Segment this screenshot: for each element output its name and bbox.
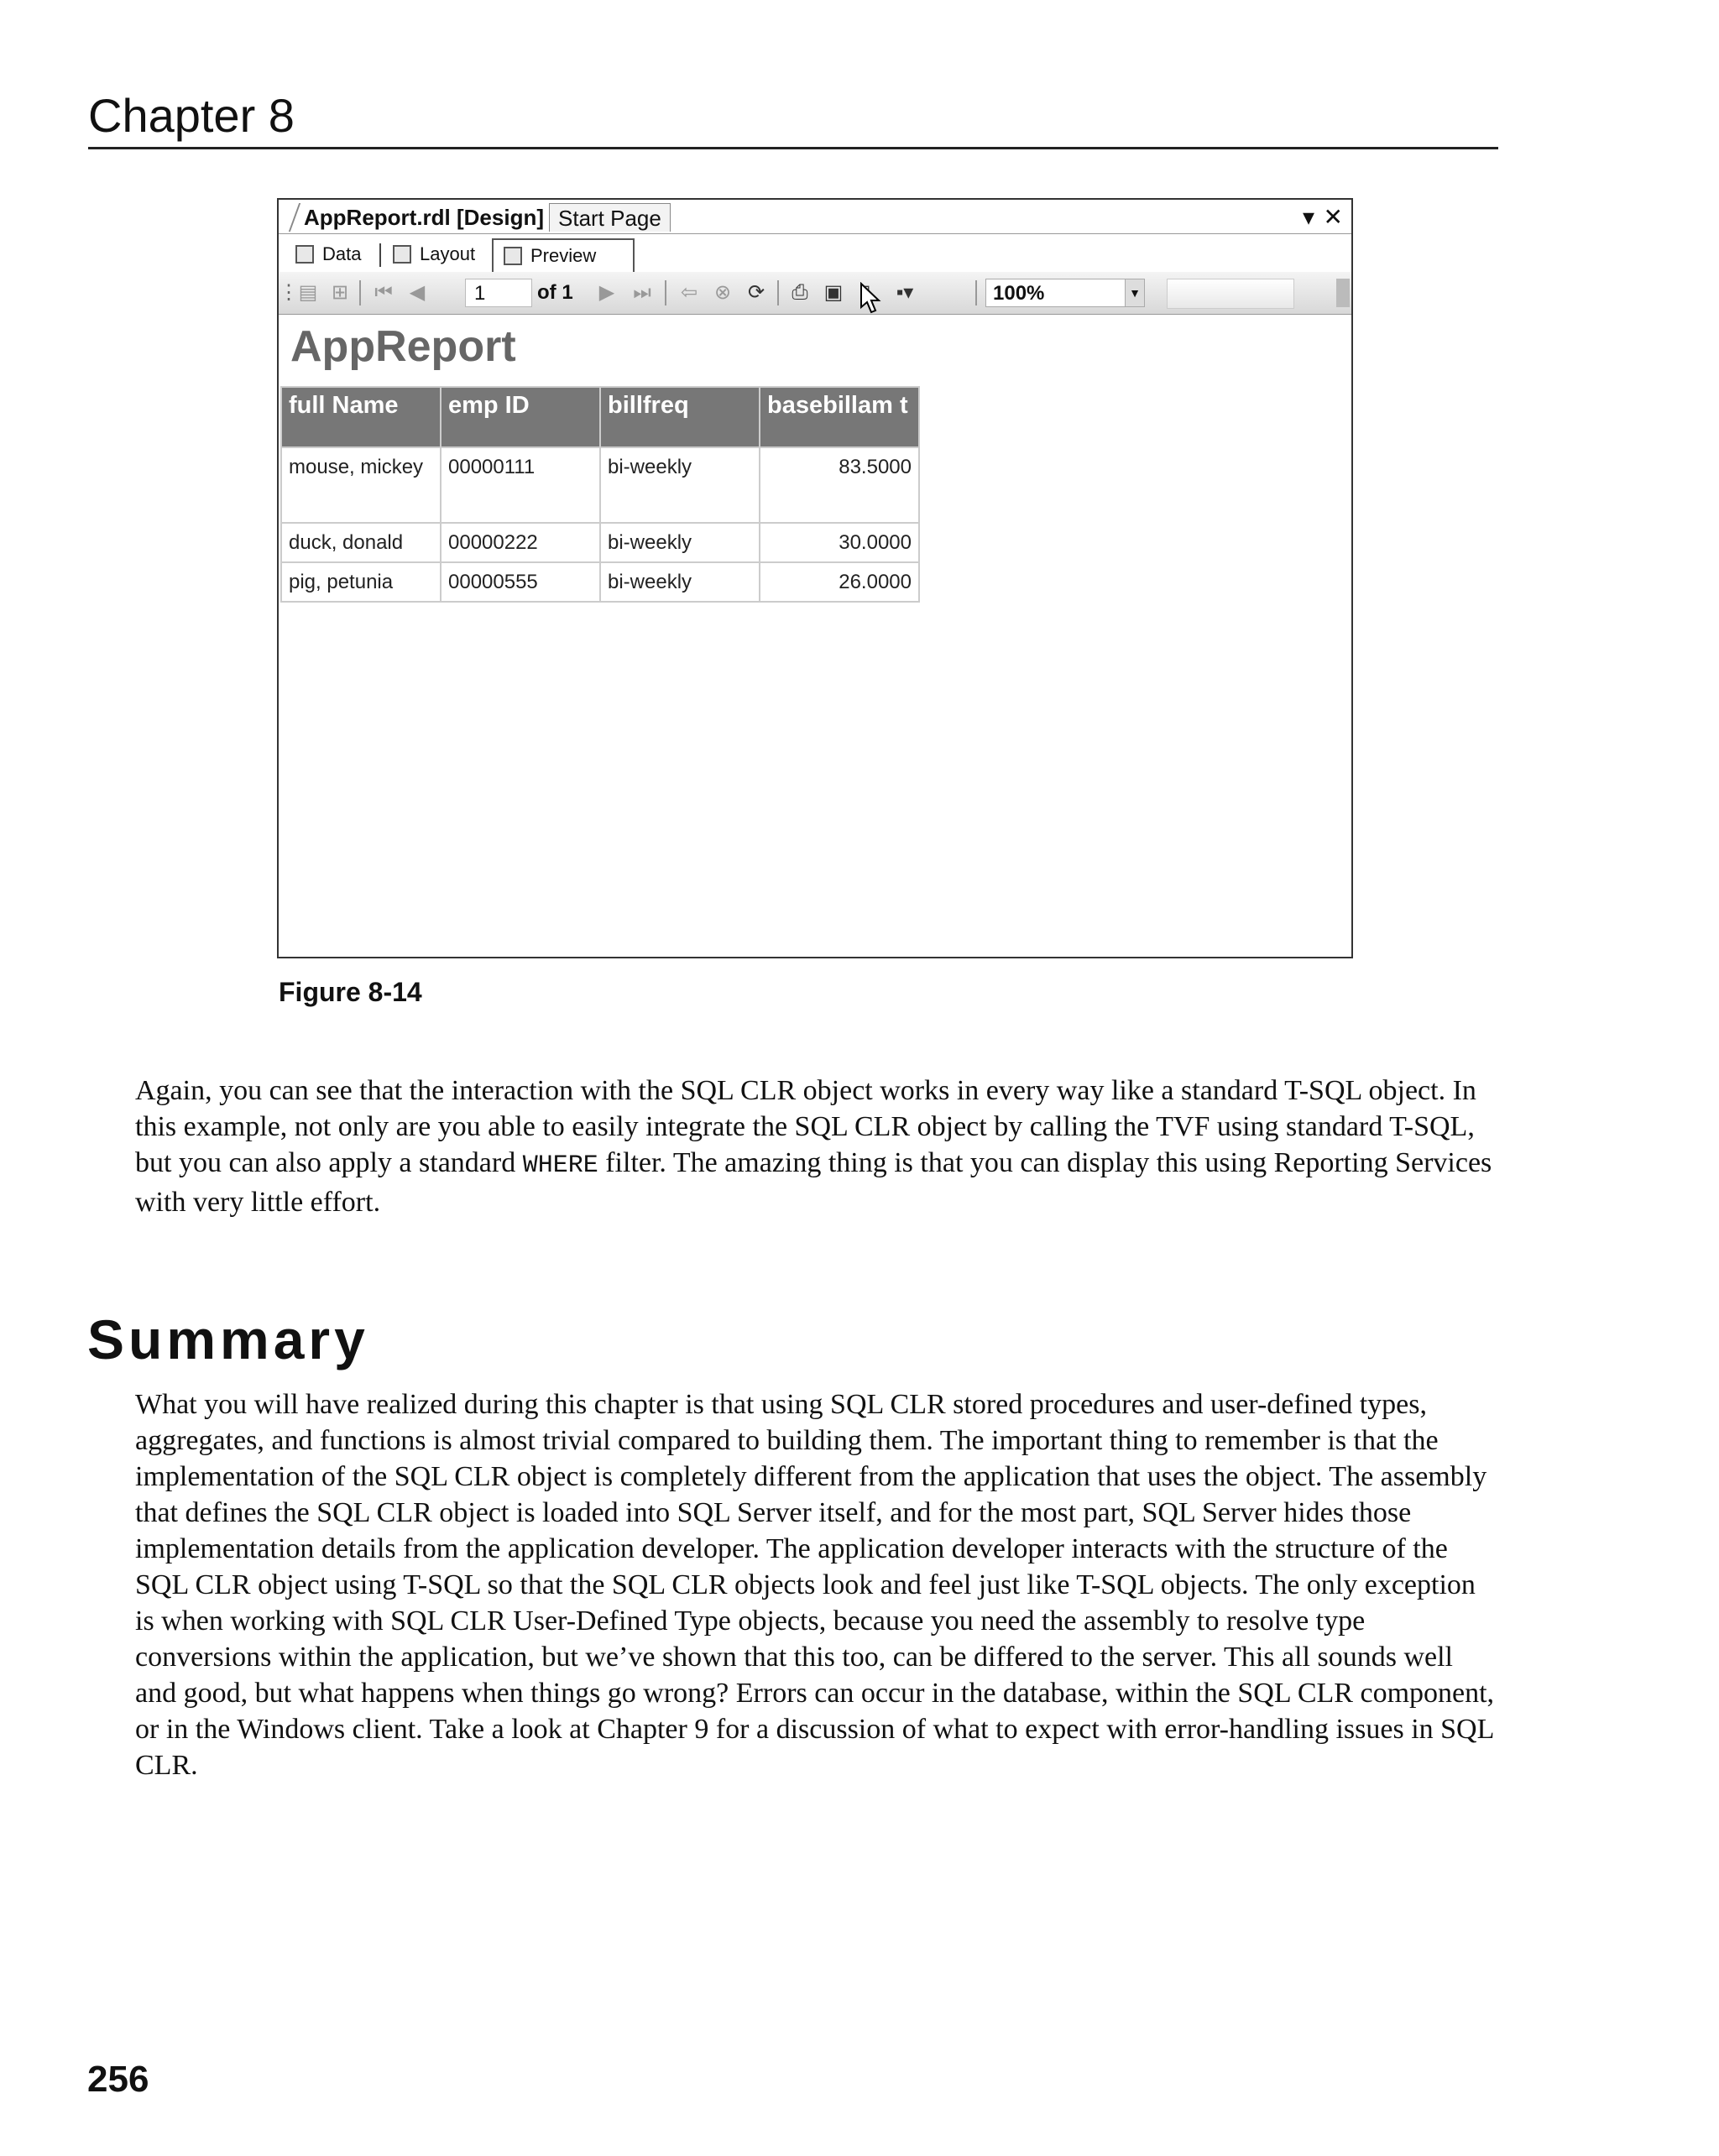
tab-start-page[interactable]: Start Page (549, 203, 671, 232)
preview-toolbar (279, 272, 1351, 315)
table-cell: 30.0000 (760, 523, 919, 562)
table-cell: 83.5000 (760, 447, 919, 523)
designer-subtabs (279, 233, 1351, 274)
print-layout-icon[interactable]: ▣ (823, 281, 844, 304)
table-cell: bi-weekly (600, 562, 760, 602)
table-cell: duck, donald (281, 523, 441, 562)
refresh-icon[interactable]: ⟳ (747, 281, 765, 304)
table-row (281, 523, 919, 562)
subtab-layout-label: Layout (420, 243, 476, 264)
back-icon[interactable]: ⇦ (680, 281, 698, 304)
table-row (281, 562, 919, 602)
previous-page-icon[interactable]: ◀ (409, 281, 426, 304)
page-count-label: of 1 (537, 281, 573, 304)
tab-appreport-design[interactable] (289, 203, 557, 232)
toolbar-separator (975, 280, 977, 305)
column-header: emp ID (441, 387, 600, 447)
chapter-header: Chapter 8 (88, 86, 1498, 149)
table-cell: 00000111 (441, 447, 600, 523)
table-row (281, 447, 919, 523)
parameters-icon[interactable]: ▤ (298, 281, 318, 304)
toolbar-separator (665, 280, 666, 305)
toolbar-separator (359, 280, 361, 305)
paragraph-text: Again, you can see that the interaction with the SQL CLR object works in every way like a standard T-SQL object. In this example, not only are you able to easily integrate the SQL CLR object by calling the TVF using standard T-SQL, but you can also apply a standard (135, 1075, 1476, 1178)
document-tabstrip (279, 200, 1351, 234)
next-page-icon[interactable]: ▶ (598, 281, 615, 304)
toolbar-separator (777, 280, 779, 305)
subtab-data-label: Data (322, 243, 362, 264)
table-cell: mouse, mickey (281, 447, 441, 523)
page-number: 256 (87, 2059, 149, 2100)
page-number-input[interactable]: 1 (465, 279, 532, 307)
paragraph-text: filter. The amazing thing is that you can display this using Reporting Services with very little effort. (135, 1147, 1492, 1218)
report-preview-area (279, 314, 1351, 957)
print-icon[interactable]: ⎙ (792, 281, 808, 304)
data-icon (295, 245, 314, 264)
tab-appreport-label: AppReport.rdl [Design] (304, 205, 544, 230)
subtab-preview-label: Preview (530, 245, 597, 266)
inline-code-where: WHERE (522, 1151, 598, 1180)
table-cell: 26.0000 (760, 562, 919, 602)
body-paragraph-summary: What you will have realized during this chapter is that using SQL CLR stored procedures and user-defined types, aggregates, and functions is almost trivial compared to building them. The important thing to remember is that the implementation of the SQL CLR object is completely different from the application that uses the object. The assembly that defines the SQL CLR object is loaded into SQL Server itself, and for the most part, SQL Server hides those implementation details from the application developer. The application developer interacts with the structure of the SQL CLR object using T-SQL so that the SQL CLR objects look and feel just like T-SQL objects. The only exception is when working with SQL CLR User-Defined Type objects, because you need the assembly to resolve type conversions within the application, but we’ve shown that this too, can be differed to the server. This all sounds well and good, but what happens when things go wrong? Errors can occur in the database, within the SQL CLR component, or in the Windows client. Take a look at Chapter 9 for a discussion of what to expect with error-handling issues in SQL CLR. (135, 1389, 1495, 1781)
report-title: AppReport (290, 322, 516, 371)
document-map-icon[interactable]: ⊞ (331, 281, 349, 304)
chevron-down-icon[interactable]: ▼ (1125, 279, 1144, 306)
report-table (280, 386, 920, 603)
table-cell: pig, petunia (281, 562, 441, 602)
stop-icon[interactable]: ⊗ (713, 281, 732, 304)
figure-caption: Figure 8-14 (279, 977, 422, 1007)
zoom-select[interactable] (985, 279, 1145, 307)
column-header: full Name (281, 387, 441, 447)
subtab-separator (379, 243, 381, 267)
table-cell: bi-weekly (600, 447, 760, 523)
last-page-icon[interactable]: ⏭ (633, 281, 651, 304)
export-icon[interactable]: ▪▾ (896, 281, 914, 304)
subtab-preview[interactable] (492, 238, 635, 274)
preview-icon (504, 247, 522, 265)
table-header-row (281, 387, 919, 447)
body-paragraph-interaction (135, 1073, 1495, 1220)
table-cell: bi-weekly (600, 523, 760, 562)
subtab-layout[interactable] (383, 238, 509, 272)
subtab-data[interactable] (285, 238, 378, 272)
table-cell: 00000555 (441, 562, 600, 602)
find-input[interactable] (1167, 279, 1294, 309)
table-cell: 00000222 (441, 523, 600, 562)
mouse-cursor-icon (860, 282, 883, 316)
layout-icon (393, 245, 411, 264)
column-header: basebillam t (760, 387, 919, 447)
toolbar-grip-icon: ⋮ (279, 281, 299, 304)
close-icon[interactable]: ✕ (1323, 204, 1343, 230)
zoom-value: 100% (993, 282, 1045, 305)
window-menu-icon[interactable]: ▾ (1302, 204, 1314, 230)
report-designer-window (277, 198, 1353, 958)
section-heading-summary: Summary (87, 1308, 369, 1370)
toolbar-overflow-handle[interactable] (1336, 279, 1350, 307)
first-page-icon[interactable]: ⏮ (374, 281, 393, 304)
column-header: billfreq (600, 387, 760, 447)
